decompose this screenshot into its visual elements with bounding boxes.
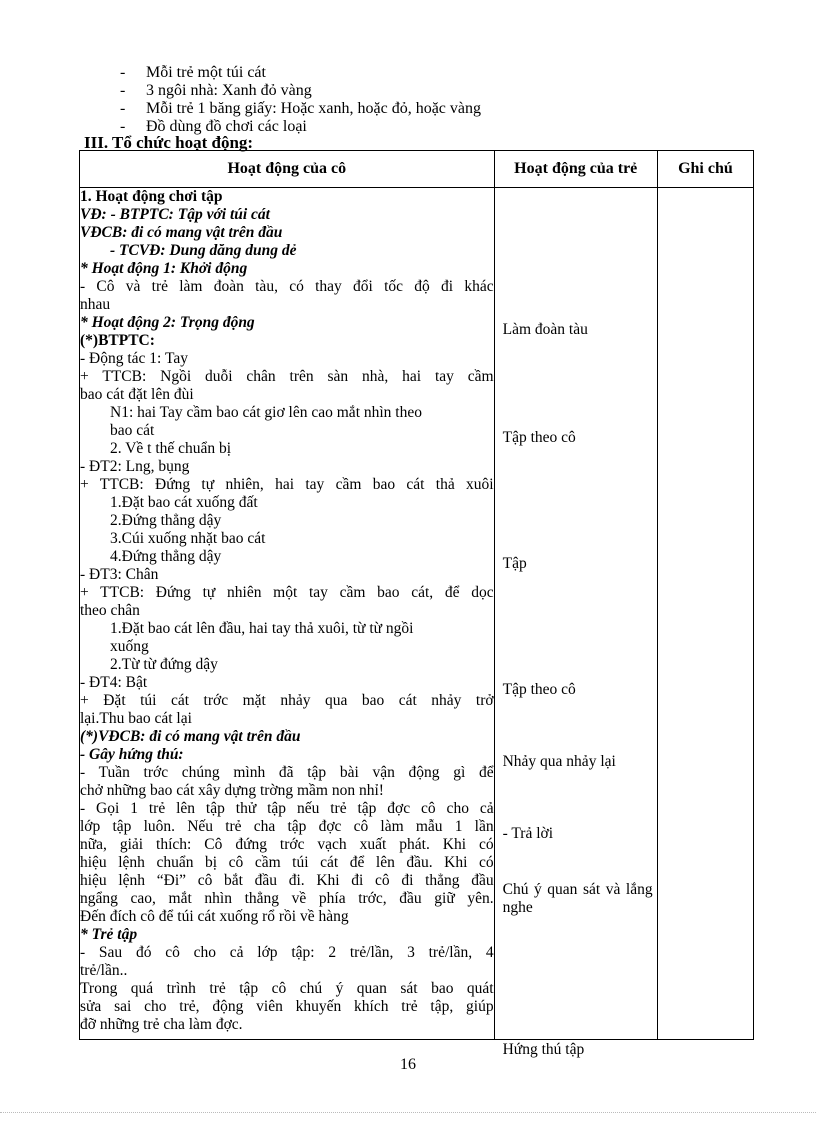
text-line: 1.Đặt bao cát xuống đất — [110, 494, 258, 511]
text-line: VĐCB: đi có mang vật trên đầu — [80, 224, 283, 241]
text-line: - Động tác 1: Tay — [80, 350, 188, 367]
text-line: * Hoạt động 2: Trọng động — [80, 314, 255, 331]
child-response: Tập theo cô — [502, 429, 576, 446]
text-line: chở những bao cát xây dựng trờng mầm non nhỉ! — [80, 782, 384, 799]
materials-list — [120, 64, 481, 136]
text-line: + Đặt túi cát trớc mặt nhảy qua bao cát nhảy trở — [80, 692, 494, 709]
teacher-activity-text — [80, 188, 494, 1034]
text-line: sửa sai cho trẻ, động viên khuyến khích trẻ tập, giúp — [80, 998, 494, 1015]
page-edge-divider — [0, 1112, 816, 1113]
text-line: - Gây hứng thú: — [80, 746, 184, 763]
text-line: Đến đích cô để túi cát xuống rổ rồi về hàng — [80, 908, 349, 925]
text-line: + TTCB: Ngồi duỗi chân trên sàn nhà, hai tay cầm — [80, 368, 494, 385]
table-header-row — [80, 151, 754, 188]
list-item: - Mỗi trẻ một túi cát — [120, 64, 266, 81]
section-title: III. Tổ chức hoạt động: — [84, 133, 254, 152]
text-line: đỡ những trẻ cha làm đợc. — [80, 1016, 243, 1033]
text-line: + TTCB: Đứng tự nhiên, hai tay cầm bao cát thả xuôi — [80, 476, 494, 493]
list-item: - Đồ dùng đồ chơi các loại — [120, 118, 307, 135]
child-response: Hứng thú tập — [502, 1041, 585, 1058]
table-row — [80, 188, 754, 1040]
text-line: lớp tập luôn. Nếu trẻ cha tập đợc cô làm mẫu 1 lần — [80, 818, 494, 835]
notes-cell — [657, 188, 753, 1040]
header-teacher: Hoạt động của cô — [80, 151, 495, 188]
text-line: (*)VĐCB: đi có mang vật trên đầu — [80, 728, 301, 745]
text-line: 1. Hoạt động chơi tập — [80, 188, 223, 205]
text-line: nhau — [80, 296, 111, 313]
text-line: - ĐT3: Chân — [80, 566, 159, 583]
header-notes: Ghi chú — [657, 151, 753, 188]
text-line: * Hoạt động 1: Khởi động — [80, 260, 248, 277]
header-child: Hoạt động của trẻ — [494, 151, 657, 188]
text-line: 3.Cúi xuống nhặt bao cát — [110, 530, 266, 547]
text-line: nữa, giải thích: Cô đứng trớc vạch xuất phát. Khi có — [80, 836, 494, 853]
text-line: (*)BTPTC: — [80, 332, 155, 349]
child-response: Làm đoàn tàu — [502, 321, 588, 338]
text-line: + TTCB: Đứng tự nhiên một tay cầm bao cát, để dọc — [80, 584, 494, 601]
text-line: - ĐT4: Bật — [80, 674, 148, 691]
text-line: 1.Đặt bao cát lên đầu, hai tay thả xuôi, từ từ ngồi — [110, 620, 414, 637]
text-line: hiệu lệnh “Đi” cô bắt đầu đi. Khi đi cô đi thẳng đầu — [80, 872, 494, 889]
text-line: - Gọi 1 trẻ lên tập thử tập nếu trẻ tập đợc cô cho cả — [80, 800, 494, 817]
text-line: VĐ: - BTPTC: Tập với túi cát — [80, 206, 270, 223]
text-line: trẻ/lần.. — [80, 962, 128, 979]
child-response: Nhảy qua nhảy lại — [502, 753, 616, 770]
text-line: hiệu lệnh chuẩn bị cô cầm túi cát để lên đầu. Khi có — [80, 854, 494, 871]
text-line: 2.Từ từ đứng dậy — [110, 656, 218, 673]
text-line: - ĐT2: Lng, bụng — [80, 458, 190, 475]
text-line: Trong quá trình trẻ tập cô chú ý quan sát bao quát — [80, 980, 494, 997]
text-line: - Sau đó cô cho cả lớp tập: 2 trẻ/lần, 3 trẻ/lần, 4 — [80, 944, 494, 961]
text-line: theo chân — [80, 602, 140, 619]
text-line: 4.Đứng thẳng dậy — [110, 548, 222, 565]
text-line: lại.Thu bao cát lại — [80, 710, 192, 727]
teacher-activity-cell — [80, 188, 495, 1040]
child-response: Chú ý quan sát và lắng nghe — [502, 881, 653, 916]
child-response: Tập theo cô — [502, 681, 576, 698]
text-line: xuống — [110, 638, 149, 655]
text-line: bao cát đặt lên đùi — [80, 386, 194, 403]
text-line: * Trẻ tập — [80, 926, 138, 943]
text-line: - Tuần trớc chúng mình đã tập bài vận động gì để — [80, 764, 494, 781]
text-line: 2. Về t thế chuẩn bị — [110, 440, 232, 457]
text-line: - TCVĐ: Dung dăng dung dẻ — [110, 242, 297, 259]
list-item: - Mỗi trẻ 1 băng giấy: Hoặc xanh, hoặc đỏ, hoặc vàng — [120, 100, 482, 117]
page-number: 16 — [400, 1056, 416, 1073]
child-response: Tập — [502, 555, 527, 572]
text-line: ngẩng cao, mắt nhìn thẳng về phía trớc, đầu giữ yên. — [80, 890, 494, 907]
text-line: N1: hai Tay cầm bao cát giơ lên cao mắt nhìn theo — [110, 404, 422, 421]
activity-table — [79, 150, 754, 1058]
text-line: bao cát — [110, 422, 155, 439]
child-response: - Trả lời — [502, 825, 554, 842]
list-item: - 3 ngôi nhà: Xanh đỏ vàng — [120, 82, 312, 99]
text-line: - Cô và trẻ làm đoàn tàu, có thay đổi tốc độ đi khác — [80, 278, 494, 295]
text-line: 2.Đứng thẳng dậy — [110, 512, 222, 529]
child-activity-cell — [494, 188, 657, 1058]
